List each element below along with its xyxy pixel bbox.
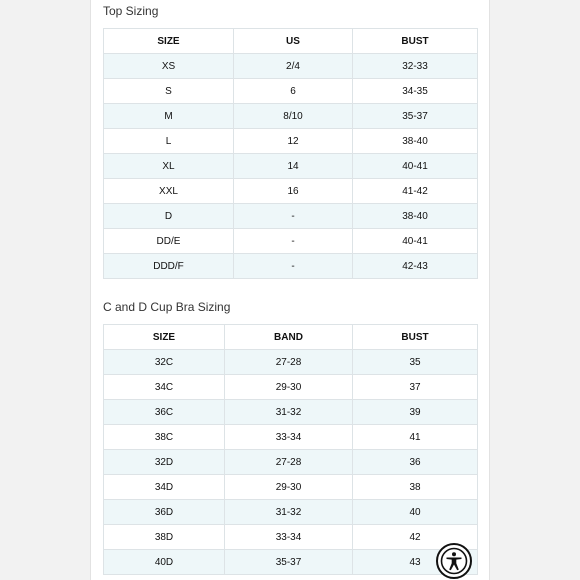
- table-cell: 38-40: [353, 129, 478, 154]
- table-cell: 14: [234, 154, 353, 179]
- accessibility-icon: [440, 547, 468, 575]
- table-row: [104, 550, 478, 575]
- table-cell: 32-33: [353, 54, 478, 79]
- table-cell: 32D: [104, 450, 225, 475]
- table-cell: 29-30: [225, 475, 353, 500]
- column-header-bust: BUST: [353, 325, 478, 350]
- table-cell: 6: [234, 79, 353, 104]
- top-sizing-table: [103, 28, 478, 279]
- table-row: [104, 204, 478, 229]
- table-header-row: [104, 29, 478, 54]
- table-cell: 33-34: [225, 425, 353, 450]
- table-cell: 36: [353, 450, 478, 475]
- table-cell: XL: [104, 154, 234, 179]
- table-cell: -: [234, 254, 353, 279]
- table-cell: S: [104, 79, 234, 104]
- table-row: [104, 500, 478, 525]
- table-row: [104, 254, 478, 279]
- table-cell: 40-41: [353, 229, 478, 254]
- table-cell: 42-43: [353, 254, 478, 279]
- table-row: [104, 350, 478, 375]
- table-cell: 37: [353, 375, 478, 400]
- bra-sizing-body: [104, 350, 478, 575]
- table-row: [104, 79, 478, 104]
- bra-sizing-title: C and D Cup Bra Sizing: [103, 300, 231, 314]
- column-header-size: SIZE: [104, 29, 234, 54]
- table-cell: 42: [353, 525, 478, 550]
- column-header-us: US: [234, 29, 353, 54]
- table-cell: 27-28: [225, 450, 353, 475]
- table-header-row: [104, 325, 478, 350]
- table-row: [104, 104, 478, 129]
- table-cell: 39: [353, 400, 478, 425]
- column-header-bust: BUST: [353, 29, 478, 54]
- table-cell: 29-30: [225, 375, 353, 400]
- table-cell: 41: [353, 425, 478, 450]
- table-cell: 36C: [104, 400, 225, 425]
- table-cell: 35-37: [225, 550, 353, 575]
- table-row: [104, 525, 478, 550]
- table-cell: 16: [234, 179, 353, 204]
- bra-sizing-table: [103, 324, 478, 575]
- table-row: [104, 425, 478, 450]
- table-cell: 31-32: [225, 500, 353, 525]
- table-cell: DD/E: [104, 229, 234, 254]
- table-cell: 32C: [104, 350, 225, 375]
- table-cell: 8/10: [234, 104, 353, 129]
- table-row: [104, 179, 478, 204]
- table-cell: 41-42: [353, 179, 478, 204]
- table-row: [104, 475, 478, 500]
- column-header-band: BAND: [225, 325, 353, 350]
- table-cell: 38-40: [353, 204, 478, 229]
- table-cell: 35-37: [353, 104, 478, 129]
- table-cell: 27-28: [225, 350, 353, 375]
- table-cell: DDD/F: [104, 254, 234, 279]
- table-cell: -: [234, 204, 353, 229]
- table-cell: 40: [353, 500, 478, 525]
- table-cell: 36D: [104, 500, 225, 525]
- table-cell: 38D: [104, 525, 225, 550]
- table-row: [104, 129, 478, 154]
- table-cell: 12: [234, 129, 353, 154]
- table-cell: M: [104, 104, 234, 129]
- table-cell: L: [104, 129, 234, 154]
- table-cell: 33-34: [225, 525, 353, 550]
- column-header-size: SIZE: [104, 325, 225, 350]
- table-cell: 38: [353, 475, 478, 500]
- table-row: [104, 450, 478, 475]
- table-cell: 2/4: [234, 54, 353, 79]
- table-row: [104, 54, 478, 79]
- table-cell: 35: [353, 350, 478, 375]
- table-cell: 43: [353, 550, 478, 575]
- table-cell: -: [234, 229, 353, 254]
- table-row: [104, 375, 478, 400]
- table-cell: 38C: [104, 425, 225, 450]
- table-cell: XXL: [104, 179, 234, 204]
- table-cell: 34C: [104, 375, 225, 400]
- table-row: [104, 154, 478, 179]
- table-row: [104, 229, 478, 254]
- table-cell: 34D: [104, 475, 225, 500]
- table-cell: XS: [104, 54, 234, 79]
- top-sizing-title: Top Sizing: [103, 4, 159, 18]
- table-cell: D: [104, 204, 234, 229]
- table-cell: 34-35: [353, 79, 478, 104]
- top-sizing-body: [104, 54, 478, 279]
- table-row: [104, 400, 478, 425]
- table-cell: 31-32: [225, 400, 353, 425]
- table-cell: 40D: [104, 550, 225, 575]
- accessibility-button[interactable]: [436, 543, 472, 579]
- table-cell: 40-41: [353, 154, 478, 179]
